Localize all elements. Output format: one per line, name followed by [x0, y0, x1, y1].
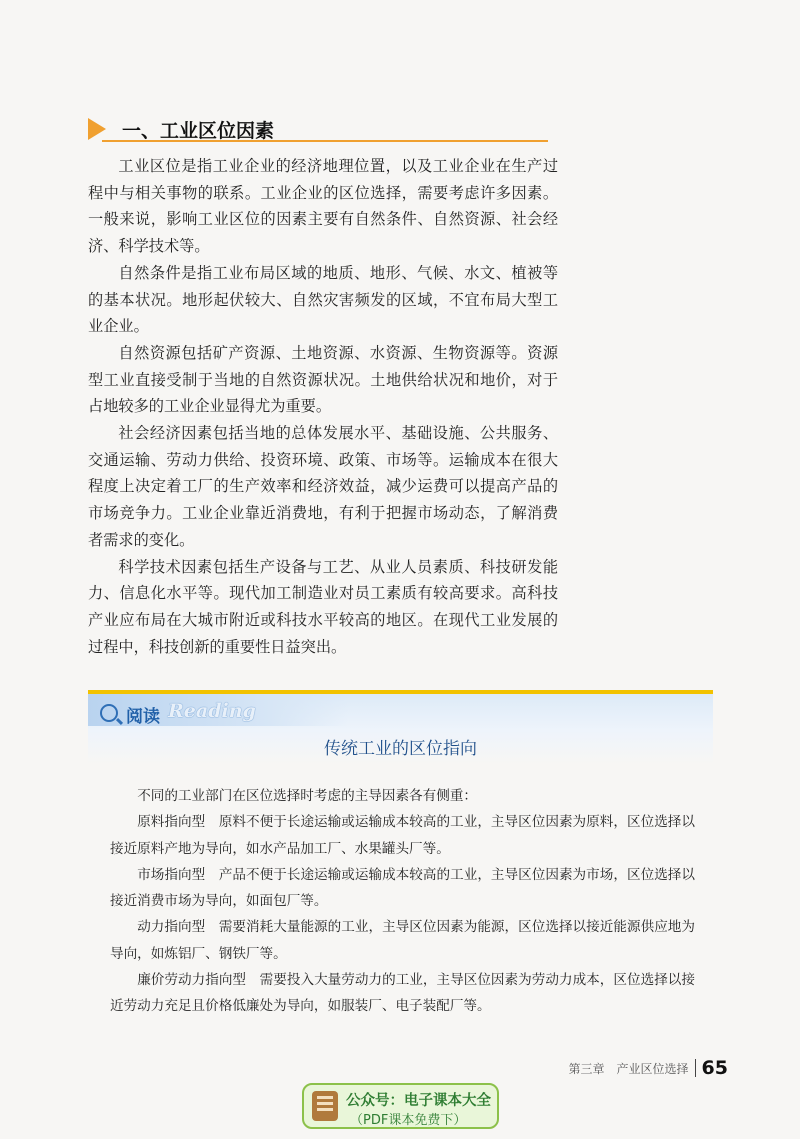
paragraph: 社会经济因素包括当地的总体发展水平、基础设施、公共服务、交通运输、劳动力供给、投资环境、政策、市场等。运输成本在很大程度上决定着工厂的生产效率和经济效益，减少运费可以提高产品的市场竞争力。工业企业靠近消费地，有利于把握市场动态，了解消费者需求的变化。: [88, 424, 558, 549]
reading-body: [110, 783, 695, 1020]
item-text: 需要消耗大量能源的工业，主导区位因素为能源，区位选择以接近能源供应地为导向，如炼铝厂、钢铁厂等。: [110, 919, 695, 962]
reading-item: [110, 967, 695, 1020]
paragraph: 自然条件是指工业布局区域的地质、地形、气候、水文、植被等的基本状况。地形起伏较大、自然灾害频发的区域，不宜布局大型工业企业。: [88, 263, 558, 336]
item-keyword: 动力指向型: [137, 919, 206, 936]
book-icon: [312, 1091, 338, 1121]
reading-label: 阅读: [126, 707, 160, 727]
reading-title: 传统工业的区位指向: [324, 739, 477, 759]
reading-item: [110, 862, 695, 915]
item-text: 原料不便于长途运输或运输成本较高的工业，主导区位因素为原料，区位选择以接近原料产地为导向，如水产品加工厂、水果罐头厂等。: [110, 814, 695, 857]
item-text: 产品不便于长途运输或运输成本较高的工业，主导区位因素为市场，区位选择以接近消费市场为导向，如面包厂等。: [110, 866, 695, 910]
chapter-label: 第三章 产业区位选择: [568, 1061, 689, 1076]
main-text: [88, 153, 558, 660]
reading-tab: [88, 694, 348, 726]
section-title: 一、工业区位因素: [122, 120, 275, 142]
item-text: 需要投入大量劳动力的工业，主导区位因素为劳动力成本，区位选择以接近劳动力充足且价格低廉处为导向，如服装厂、电子装配厂等。: [110, 972, 696, 1015]
badge-line-2: （PDF课本免费下）: [350, 1113, 467, 1128]
section-heading: [88, 116, 548, 144]
item-keyword: 市场指向型: [137, 866, 206, 883]
paragraph: 自然资源包括矿产资源、土地资源、水资源、生物资源等。资源型工业直接受制于当地的自然资源状况。土地供给状况和地价，对于占地较多的工业企业显得尤为重要。: [88, 343, 558, 416]
reading-intro: 不同的工业部门在区位选择时考虑的主导因素各有侧重：: [137, 788, 478, 804]
triangle-marker-icon: [88, 118, 106, 140]
reading-label-en: Reading: [168, 700, 256, 722]
badge-line-1: 公众号：电子课本大全: [346, 1093, 491, 1109]
page-footer: [569, 1057, 728, 1079]
footer-divider: [695, 1059, 696, 1077]
magnifier-icon: [100, 704, 118, 722]
reading-item: [110, 914, 695, 967]
item-keyword: 原料指向型: [137, 814, 206, 831]
reading-item: [110, 809, 695, 862]
paragraph: 工业区位是指工业企业的经济地理位置，以及工业企业在生产过程中与相关事物的联系。工业企业的区位选择，需要考虑许多因素。一般来说，影响工业区位的因素主要有自然条件、自然资源、社会经济、科学技术等。: [88, 157, 558, 256]
watermark-badge: [302, 1083, 499, 1129]
reading-box-header: [88, 690, 713, 764]
item-keyword: 廉价劳动力指向型: [137, 972, 247, 989]
page-number: 65: [701, 1057, 728, 1079]
paragraph: 科学技术因素包括生产设备与工艺、从业人员素质、科技研发能力、信息化水平等。现代加工制造业对员工素质有较高要求。高科技产业应布局在大城市附近或科技水平较高的地区。在现代工业发展的过程中，科技创新的重要性日益突出。: [88, 557, 558, 656]
